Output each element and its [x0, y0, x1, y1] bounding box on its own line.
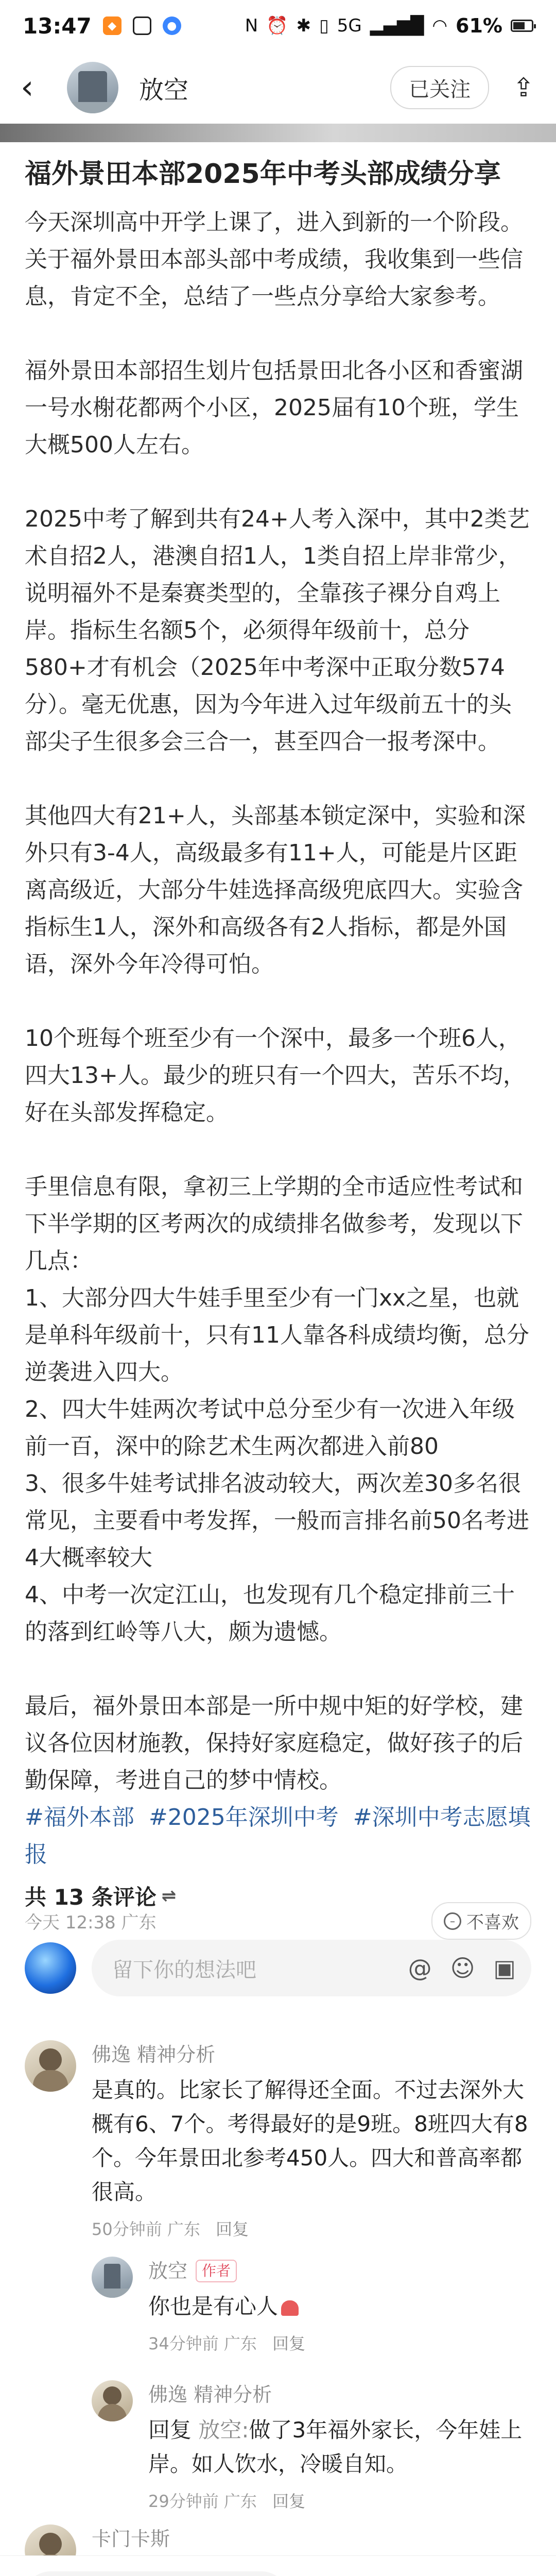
comment-text: [148, 2290, 531, 2324]
bottom-action-bar: [0, 2555, 556, 2576]
article-paragraph: 10个班每个班至少有一个深中，最多一个班6人，四大13+人。最少的班只有一个四大，苦乐不均，好在头部发挥稳定。: [25, 1025, 526, 1126]
commenter-name[interactable]: 卡门卡斯: [92, 2528, 170, 2550]
emoji-icon[interactable]: ☺: [450, 1954, 475, 1982]
commenter-avatar[interactable]: [92, 2257, 133, 2298]
tag-link[interactable]: #深圳中考志愿填报: [25, 1804, 531, 1868]
tag-link[interactable]: #福外本部: [25, 1804, 134, 1831]
cover-image-strip[interactable]: [0, 124, 556, 142]
dislike-icon: –: [444, 1912, 461, 1930]
comment-count-label: 共 13 条评论: [25, 1885, 157, 1910]
article-paragraph: 福外景田本部招生划片包括景田北各小区和香蜜湖一号水榭花都两个小区，2025届有10个班，学生大概500人左右。: [25, 358, 523, 458]
status-time: 13:47: [23, 13, 92, 39]
author-name[interactable]: 放空: [139, 75, 189, 105]
comment-reply-item: [92, 2257, 531, 2353]
commenter-name[interactable]: 佛逸 精神分析: [92, 2043, 216, 2066]
comment-time: 34分钟前 广东: [148, 2334, 257, 2353]
comment-meta: [148, 2488, 531, 2512]
comment-reply-item: [92, 2380, 531, 2511]
reply-button[interactable]: 回复: [272, 2334, 306, 2353]
back-icon[interactable]: ‹: [21, 69, 34, 107]
commenter-avatar[interactable]: [25, 2524, 76, 2555]
my-avatar: [25, 1942, 76, 1994]
reply-button[interactable]: 回复: [272, 2492, 306, 2511]
share-icon[interactable]: ⇪: [513, 73, 535, 103]
sort-icon[interactable]: ⇌: [161, 1886, 177, 1906]
reply-to-name[interactable]: 放空:: [198, 2417, 249, 2443]
article-paragraph: 2025中考了解到共有24+人考入深中，其中2类艺术自招2人，港澳自招1人，1类自招上岸非常少，说明福外不是秦赛类型的，全靠孩子裸分自鸡上岸。指标生名额5个，必须得年级前十，总分580+才有机会（2025年中考深中正取分数574分）。毫无优惠，因为今年进入过年级前五十的头部尖子生很多会三合一，甚至四合一报考深中。: [25, 506, 530, 755]
post-header: [0, 52, 556, 124]
wifi-icon: ◠: [432, 15, 448, 36]
article-paragraph: 其他四大有21+人，头部基本锁定深中，实验和深外只有3-4人，高级最多有11+人，可能是片区距离高级近，大部分牛娃选择高级兜底四大。实验含指标生1人，深外和高级各有2人指标，都是外国语，深外今年冷得可怕。: [25, 803, 526, 977]
article-paragraph: 最后，福外景田本部是一所中规中矩的好学校，建议各位因材施教，保持好家庭稳定，做好孩子的后勤保障，考进自己的梦中情校。: [25, 1693, 523, 1793]
author-avatar[interactable]: [67, 62, 118, 113]
article-title: 福外景田本部2025年中考头部成绩分享: [25, 159, 501, 190]
article-body: [25, 155, 531, 1940]
network-label: 5G: [337, 15, 362, 36]
signal-icon: ▂▄▆█: [370, 15, 424, 36]
app-notification-icon: ◆: [103, 16, 121, 35]
comment-text: [148, 2413, 531, 2481]
comment-body: [148, 2257, 531, 2354]
tag-link[interactable]: #2025年深圳中考: [148, 1804, 339, 1831]
dislike-button[interactable]: [431, 1902, 531, 1940]
alarm-icon: ⏰: [266, 15, 288, 36]
commenter-avatar[interactable]: [92, 2380, 133, 2421]
image-notification-icon: [133, 16, 151, 35]
comment-meta: [92, 2216, 531, 2240]
follow-button[interactable]: 已关注: [390, 66, 489, 109]
comment-item: [25, 2524, 531, 2555]
publish-info: 今天 12:38 广东: [25, 1912, 157, 1933]
tag-list: [25, 1799, 531, 1873]
status-bar: [0, 0, 556, 52]
status-left: [23, 13, 181, 39]
comment-text-content: 你也是有心人: [148, 2294, 279, 2319]
comment-time: 50分钟前 广东: [92, 2219, 200, 2239]
vibrate-icon: ▯: [319, 15, 329, 36]
article-paragraph: 今天深圳高中开学上课了，进入到新的一个阶段。关于福外景田本部头部中考成绩，我收集到一些信息，肯定不全，总结了一些点分享给大家参考。: [25, 209, 523, 310]
comment-text: 是真的。比家长了解得还全面。不过去深外大概有6、7个。考得最好的是9班。8班四大有8个。今年景田北参考450人。四大和普高率都很高。: [92, 2077, 528, 2205]
comment-count[interactable]: [25, 1880, 176, 1911]
comment-body: [148, 2380, 531, 2512]
comment-input-row: [25, 1937, 531, 1999]
battery-icon: [511, 20, 533, 32]
nfc-icon: N: [245, 15, 258, 36]
reply-prefix: 回复: [148, 2417, 192, 2443]
message-notification-icon: ●: [163, 16, 181, 35]
mention-icon[interactable]: @: [408, 1954, 432, 1982]
commenter-name-row: [148, 2257, 531, 2285]
comment-body: [92, 2524, 531, 2553]
author-badge: 作者: [196, 2260, 237, 2282]
comment-item: [25, 2040, 531, 2239]
commenter-avatar[interactable]: [25, 2040, 76, 2092]
commenter-name[interactable]: 放空: [148, 2260, 188, 2282]
battery-percent: 61%: [456, 14, 502, 37]
heart-emoji-icon: [281, 2300, 299, 2316]
article-paragraph: 手里信息有限，拿初三上学期的全市适应性考试和下半学期的区考两次的成绩排名做参考，发现以下几点： 1、大部分四大牛娃手里至少有一门xx之星，也就是单科年级前十，只有11人靠各科成绩均衡，总分逆袭进入四大。 2、四大牛娃两次考试中总分至少有一次进入年级前一百，深中的除艺术生两次都进入前80 3、很多牛娃考试排名波动较大，两次差30多名很常见，主要看中考发挥，一般而言排名前50名考进4大概率较大 4、中考一次定江山，也发现有几个稳定排前三十的落到红岭等八大，颇为遗憾。: [25, 1174, 529, 1645]
say-something-input[interactable]: [23, 2571, 289, 2576]
reply-button[interactable]: 回复: [216, 2219, 249, 2239]
comment-meta: [148, 2331, 531, 2354]
comment-placeholder: 留下你的想法吧: [112, 1958, 256, 1982]
comment-input[interactable]: [92, 1940, 531, 1996]
bluetooth-icon: ✱: [296, 15, 311, 36]
commenter-name[interactable]: 佛逸 精神分析: [148, 2383, 272, 2406]
comment-body: [92, 2040, 531, 2240]
comment-text-content: 做了3年福外家长，今年娃上岸。如人饮水，冷暖自知。: [148, 2417, 523, 2477]
comment-time: 29分钟前 广东: [148, 2492, 257, 2511]
status-right: [245, 14, 533, 37]
dislike-label: 不喜欢: [466, 1912, 519, 1933]
image-icon[interactable]: ▣: [493, 1954, 516, 1982]
